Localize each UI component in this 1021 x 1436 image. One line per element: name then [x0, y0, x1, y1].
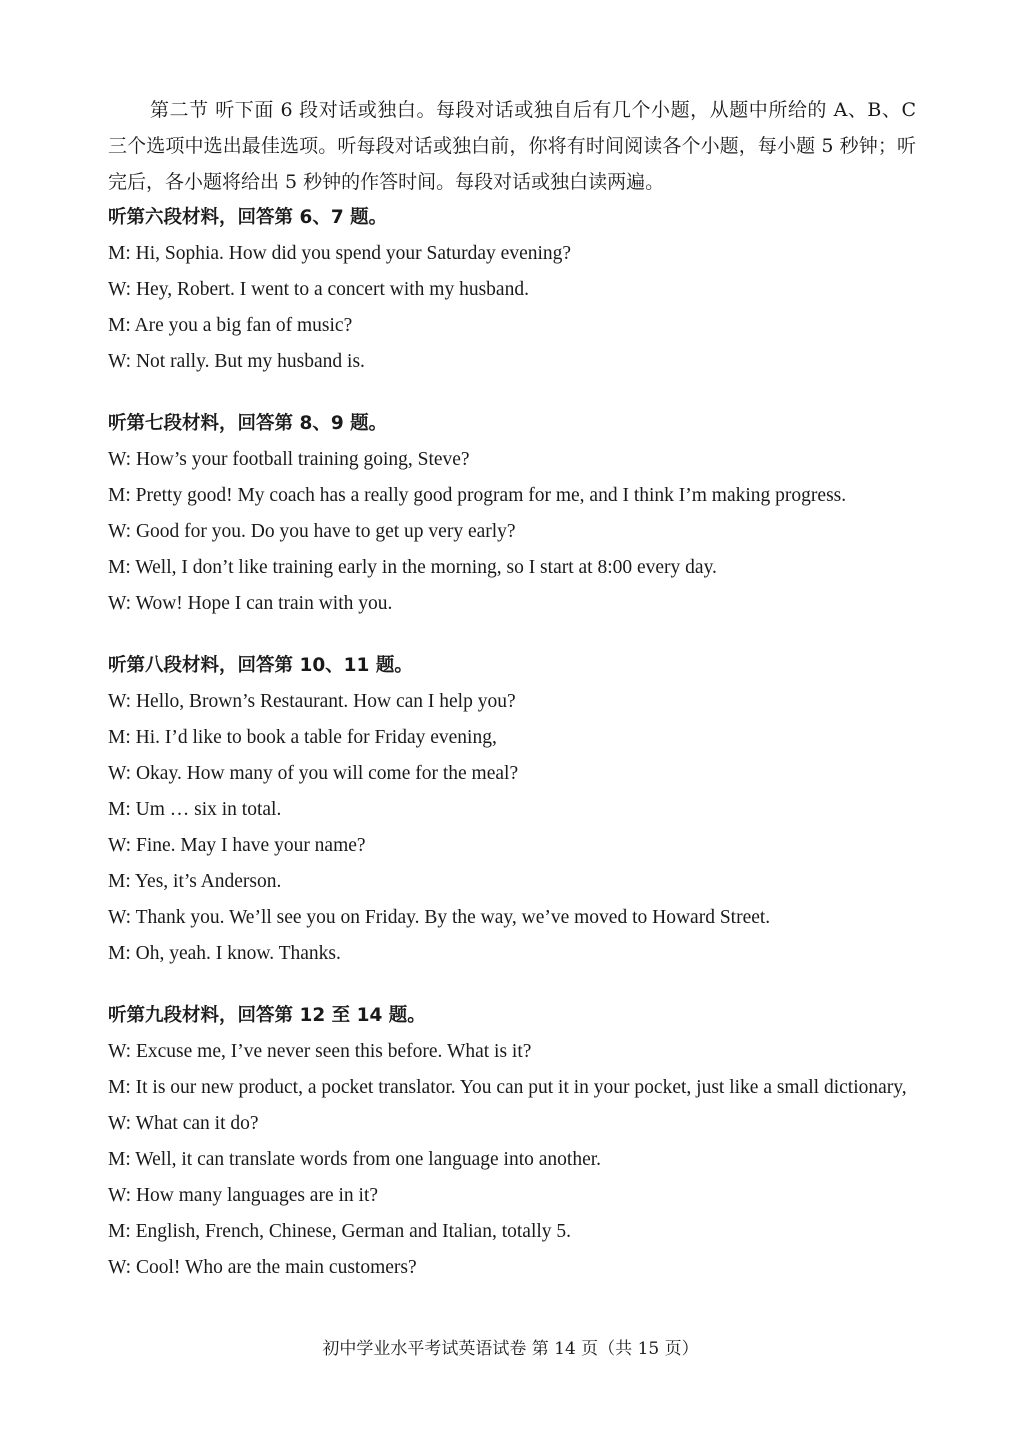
dialogue-line: W: How many languages are in it? — [108, 1185, 379, 1206]
dialogue-line: W: How’s your football training going, Steve? — [108, 449, 470, 470]
dialogue-line: M: Yes, it’s Anderson. — [108, 871, 282, 892]
dialogue-line: W: Thank you. We’ll see you on Friday. By the way, we’ve moved to Howard Street. — [108, 907, 771, 928]
dialogue-line: W: Hello, Brown’s Restaurant. How can I help you? — [108, 691, 516, 712]
dialogue-line: W: Hey, Robert. I went to a concert with my husband. — [108, 279, 529, 300]
dialogue-section — [108, 998, 916, 1286]
dialogue-line: M: Hi, Sophia. How did you spend your Saturday evening? — [108, 243, 572, 264]
dialogue-line: M: English, French, Chinese, German and Italian, totally 5. — [108, 1221, 572, 1242]
dialogue-line: M: Hi. I’d like to book a table for Friday evening, — [108, 727, 497, 748]
dialogue-section — [108, 406, 916, 622]
dialogue-line: M: Oh, yeah. I know. Thanks. — [108, 943, 341, 964]
section-heading: 听第六段材料，回答第 6、7 题。 — [108, 207, 388, 228]
dialogue-line: W: Excuse me, I’ve never seen this before. What is it? — [108, 1041, 532, 1062]
page-content — [108, 92, 916, 1286]
dialogue-sections — [108, 200, 916, 1286]
dialogue-section — [108, 648, 916, 972]
dialogue-line: W: Okay. How many of you will come for the meal? — [108, 763, 519, 784]
dialogue-line: M: It is our new product, a pocket translator. You can put it in your pocket, just like a small dictionary, — [108, 1077, 907, 1098]
dialogue-line: W: Not rally. But my husband is. — [108, 351, 365, 372]
section-intro: 第二节 听下面 6 段对话或独白。每段对话或独自后有几个小题，从题中所给的 A、B、C 三个选项中选出最佳选项。听每段对话或独白前，你将有时间阅读各个小题，每小题 5 秒钟；听完后，各小题将给出 5 秒钟的作答时间。每段对话或独白读两遍。 — [108, 99, 916, 193]
dialogue-line: M: Pretty good! My coach has a really good program for me, and I think I’m making progress. — [108, 485, 847, 506]
dialogue-line: W: Cool! Who are the main customers? — [108, 1257, 417, 1278]
section-heading: 听第九段材料，回答第 12 至 14 题。 — [108, 1005, 426, 1026]
dialogue-line: M: Are you a big fan of music? — [108, 315, 353, 336]
dialogue-line: W: What can it do? — [108, 1113, 259, 1134]
dialogue-line: W: Wow! Hope I can train with you. — [108, 593, 393, 614]
dialogue-section — [108, 200, 916, 380]
dialogue-line: W: Fine. May I have your name? — [108, 835, 366, 856]
dialogue-line: M: Um … six in total. — [108, 799, 282, 820]
dialogue-line: M: Well, it can translate words from one language into another. — [108, 1149, 602, 1170]
dialogue-line: M: Well, I don’t like training early in the morning, so I start at 8:00 every day. — [108, 557, 717, 578]
section-heading: 听第八段材料，回答第 10、11 题。 — [108, 655, 413, 676]
dialogue-line: W: Good for you. Do you have to get up very early? — [108, 521, 516, 542]
section-heading: 听第七段材料，回答第 8、9 题。 — [108, 413, 388, 434]
page-footer: 初中学业水平考试英语试卷 第 14 页（共 15 页） — [322, 1339, 699, 1359]
